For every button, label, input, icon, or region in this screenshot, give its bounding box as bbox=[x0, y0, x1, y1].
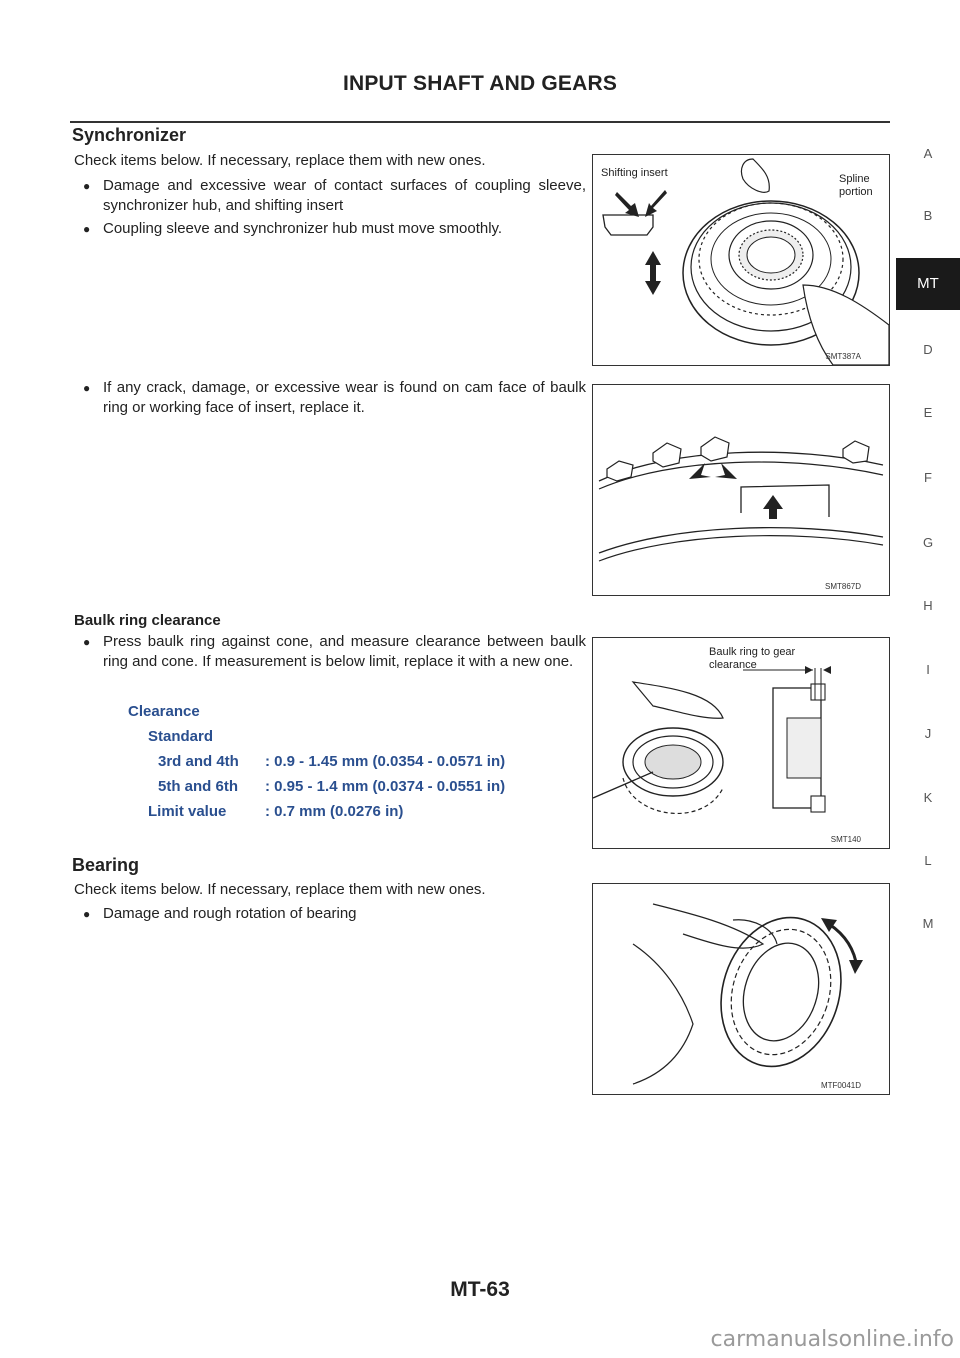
figure-code: SMT140 bbox=[830, 835, 861, 844]
figure-synchronizer bbox=[592, 154, 890, 366]
side-tab-mt-active[interactable]: MT bbox=[896, 258, 960, 310]
figure-bearing bbox=[592, 883, 890, 1095]
figure-code: MTF0041D bbox=[820, 1081, 861, 1090]
figure-baulk-ring-cam bbox=[592, 384, 890, 596]
spec-row-label: 3rd and 4th bbox=[158, 753, 239, 770]
side-tab-f[interactable]: F bbox=[924, 470, 932, 485]
side-tab-a[interactable]: A bbox=[923, 146, 933, 161]
bullet-item: ● Damage and rough rotation of bearing bbox=[83, 905, 357, 922]
side-tab-k[interactable]: K bbox=[923, 790, 933, 805]
bullet-item: ● Press baulk ring against cone, and measure clearance between baulk ring and cone. If measurement is below limit, replace it with a new one. bbox=[83, 633, 586, 670]
bullet-item: ● Coupling sleeve and synchronizer hub must move smoothly. bbox=[83, 220, 503, 237]
title-divider bbox=[70, 121, 890, 123]
figure-code: SMT867D bbox=[824, 582, 861, 591]
side-tab-g[interactable]: G bbox=[922, 535, 934, 550]
baulk-ring-illustration bbox=[593, 385, 889, 595]
spec-title: Clearance bbox=[128, 703, 200, 720]
bullet-item: ● Damage and excessive wear of contact surfaces of coupling sleeve, synchronizer hub, and shifting insert bbox=[83, 177, 586, 214]
bullet-dot-icon: ● bbox=[83, 179, 91, 193]
page-title: INPUT SHAFT AND GEARS bbox=[342, 72, 618, 95]
spec-row-value: : 0.95 - 1.4 mm (0.0374 - 0.0551 in) bbox=[265, 778, 506, 795]
bullet-dot-icon: ● bbox=[83, 381, 91, 395]
side-tab-d[interactable]: D bbox=[923, 342, 933, 357]
spec-row-value: : 0.9 - 1.45 mm (0.0354 - 0.0571 in) bbox=[265, 753, 506, 770]
bullet-dot-icon: ● bbox=[83, 635, 91, 649]
section-heading-synchronizer: Synchronizer bbox=[72, 125, 187, 145]
figure-label-spline-portion: Spline portion bbox=[839, 173, 873, 198]
section-heading-bearing: Bearing bbox=[72, 855, 140, 875]
figure-code: SMT387A bbox=[825, 352, 861, 361]
bearing-illustration bbox=[593, 884, 889, 1094]
side-tab-e[interactable]: E bbox=[923, 405, 933, 420]
side-tab-b[interactable]: B bbox=[923, 208, 933, 223]
page-number: MT-63 bbox=[450, 1278, 510, 1301]
subsection-heading-baulk-ring-clearance: Baulk ring clearance bbox=[74, 612, 221, 629]
side-tab-m[interactable]: M bbox=[922, 916, 934, 931]
side-tab-l[interactable]: L bbox=[924, 853, 932, 868]
figure-baulk-ring-clearance bbox=[592, 637, 890, 849]
side-tab-h[interactable]: H bbox=[923, 598, 933, 613]
figure-label-clearance: Baulk ring to gear clearance bbox=[709, 646, 796, 671]
spec-limit-label: Limit value bbox=[148, 803, 227, 820]
spec-row-label: 5th and 6th bbox=[158, 778, 239, 795]
synchronizer-intro: Check items below. If necessary, replace them with new ones. bbox=[74, 152, 486, 169]
figure-label-shifting-insert: Shifting insert bbox=[601, 167, 668, 179]
bullet-dot-icon: ● bbox=[83, 222, 91, 236]
side-tab-j[interactable]: J bbox=[924, 726, 932, 741]
spec-limit-value: : 0.7 mm (0.0276 in) bbox=[265, 803, 404, 820]
site-watermark: carmanualsonline.info bbox=[710, 1327, 954, 1352]
bearing-intro: Check items below. If necessary, replace them with new ones. bbox=[74, 881, 486, 898]
bullet-item: ● If any crack, damage, or excessive wear is found on cam face of baulk ring or working face of insert, replace it. bbox=[83, 379, 586, 416]
spec-standard-label: Standard bbox=[148, 728, 214, 745]
side-section-tabs bbox=[896, 0, 960, 1358]
side-tab-i[interactable]: I bbox=[926, 662, 930, 677]
bullet-dot-icon: ● bbox=[83, 907, 91, 921]
